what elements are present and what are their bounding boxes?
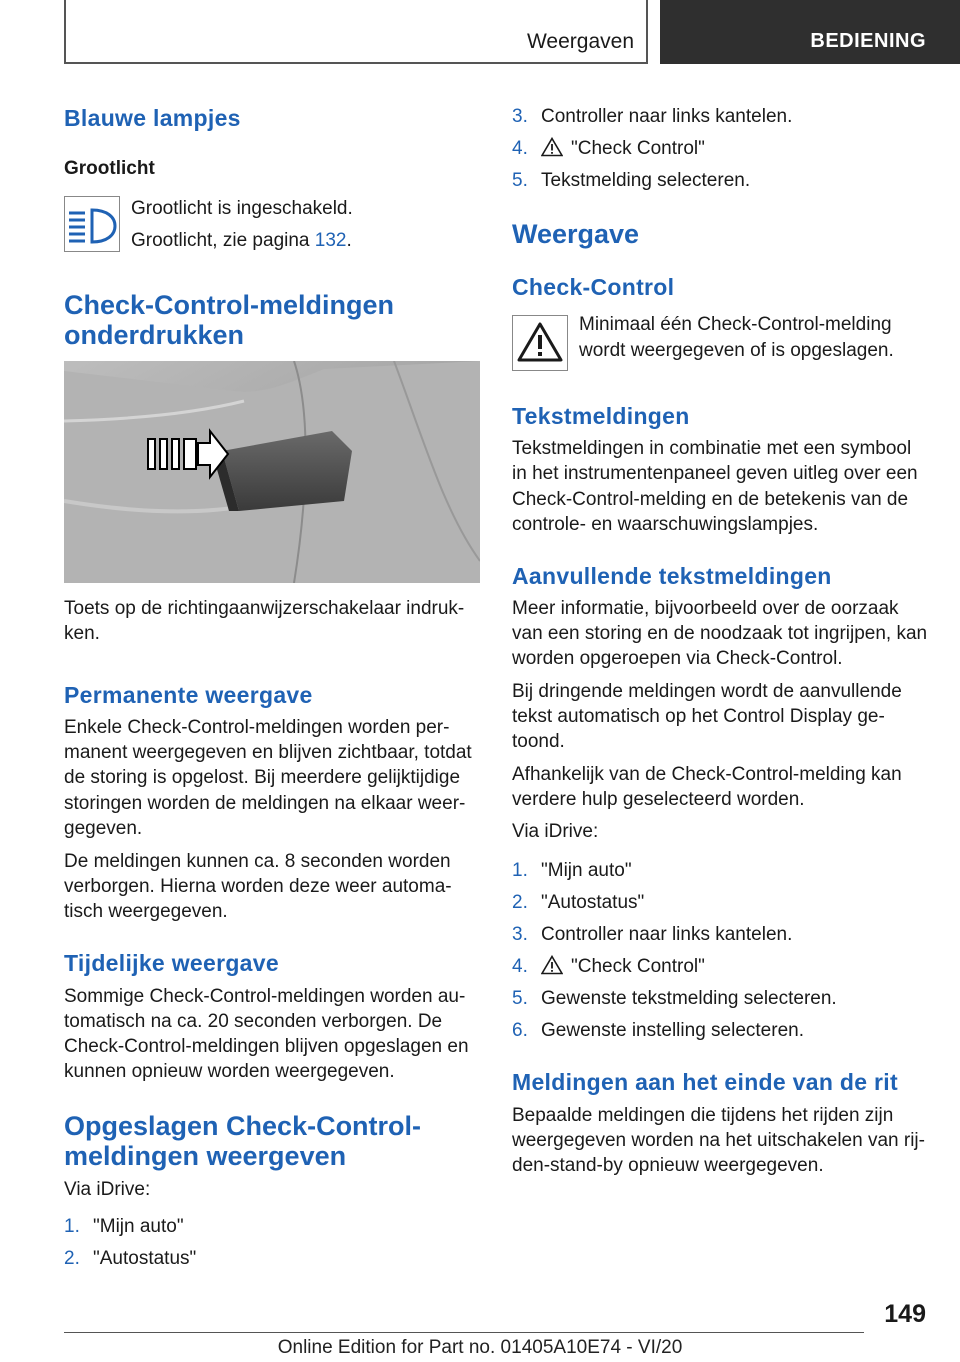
heading-grootlicht: Grootlicht: [64, 158, 155, 179]
via-idrive-left: Via iDrive:: [64, 1179, 151, 1200]
tijdelijk-line-2: tomatisch na ca. 20 seconden verborgen. De: [64, 1011, 443, 1032]
tijdelijk-line-1: Sommige Check-Control-meldingen worden au-: [64, 986, 466, 1007]
permanent2-line-1: De meldingen kunnen ca. 8 seconden worden: [64, 851, 451, 872]
warning-triangle-icon: [541, 955, 563, 975]
warning-triangle-icon: [541, 137, 563, 157]
heading-opgeslagen-2: meldingen weergeven: [64, 1141, 347, 1171]
chapter-tab: [660, 0, 960, 64]
einde-line-3: den-stand-by opnieuw weergegeven.: [512, 1155, 824, 1176]
heading-onderdrukken-1: Check-Control-meldingen: [64, 290, 395, 320]
heading-check-control: Check-Control: [512, 274, 675, 300]
aanv2-line-3: toond.: [512, 731, 565, 752]
heading-einde-rit: Meldingen aan het einde van de rit: [512, 1069, 898, 1095]
aanv-line-1: Meer informatie, bijvoorbeeld over de oorzaak: [512, 598, 899, 619]
permanent-line-3: de storing is opgelost. Bij meerdere gelijktijdige: [64, 767, 461, 788]
footer-edition: Online Edition for Part no. 01405A10E74 - VI/20: [277, 1337, 683, 1358]
tekst-line-2: in het instrumentenpaneel geven uitleg over een: [512, 463, 918, 484]
heading-opgeslagen-1: Opgeslagen Check-Control-: [64, 1111, 422, 1141]
tekst-line-3: Check-Control-melding en de betekenis van de: [512, 489, 909, 510]
tekst-line-4: controle- en waarschuwingslampjes.: [512, 514, 819, 535]
cc-text-2: wordt weergegeven of is opgeslagen.: [579, 340, 894, 361]
heading-onderdrukken-2: onderdrukken: [64, 320, 245, 350]
chapter-title: BEDIENING: [810, 30, 926, 52]
turn-signal-lever-illustration: [64, 361, 480, 583]
tijdelijk-line-3: Check-Control-meldingen blijven opgeslagen en: [64, 1036, 469, 1057]
einde-line-1: Bepaalde meldingen die tijdens het rijden zijn: [512, 1105, 894, 1126]
aanv3-line-1: Afhankelijk van de Check-Control-melding kan: [512, 764, 902, 785]
grootlicht-line-1: Grootlicht is ingeschakeld.: [131, 198, 353, 219]
page-number: 149: [884, 1300, 926, 1328]
permanent2-line-3: tisch weergegeven.: [64, 901, 228, 922]
aanv-line-2: van een storing en de noodzaak tot ingrijpen, kan: [512, 623, 928, 644]
aanv3-line-2: verdere hulp geselecteerd worden.: [512, 789, 805, 810]
via-idrive-right: Via iDrive:: [512, 821, 599, 842]
heading-blauwe-lampjes: Blauwe lampjes: [64, 105, 241, 131]
tekst-line-1: Tekstmeldingen in combinatie met een symbool: [512, 438, 912, 459]
permanent-line-2: manent weergegeven en blijven zichtbaar, totdat: [64, 742, 472, 763]
heading-tekstmeldingen: Tekstmeldingen: [512, 403, 690, 429]
aanv-line-3: worden opgeroepen via Check-Control.: [512, 648, 843, 669]
onderdrukken-text-2: ken.: [64, 623, 100, 644]
heading-tijdelijke-weergave: Tijdelijke weergave: [64, 950, 279, 976]
permanent-line-1: Enkele Check-Control-meldingen worden per-: [64, 717, 450, 738]
high-beam-icon: [64, 196, 120, 252]
heading-permanente-weergave: Permanente weergave: [64, 682, 313, 708]
onderdrukken-text-1: Toets op de richtingaanwijzerschakelaar indruk-: [64, 598, 465, 619]
permanent-line-5: gegeven.: [64, 818, 143, 839]
aanv2-line-2: tekst automatisch op het Control Display ge-: [512, 706, 885, 727]
section-title: Weergaven: [526, 30, 634, 53]
permanent-line-4: storingen worden de meldingen na elkaar weer-: [64, 793, 466, 814]
footer-divider: [64, 1332, 864, 1333]
heading-aanvullende: Aanvullende tekstmeldingen: [512, 563, 832, 589]
page-link[interactable]: 132: [314, 230, 347, 251]
permanent2-line-2: verborgen. Hierna worden deze weer automa-: [64, 876, 452, 897]
check-control-warning-icon: [512, 315, 568, 371]
aanv2-line-1: Bij dringende meldingen wordt de aanvullende: [512, 681, 902, 702]
header-frame: [64, 0, 648, 64]
tijdelijk-line-4: kunnen opnieuw worden weergegeven.: [64, 1061, 395, 1082]
einde-line-2: weergegeven worden na het uitschakelen van rij-: [512, 1130, 925, 1151]
grootlicht-line-2: Grootlicht, zie pagina 132.: [131, 230, 352, 251]
cc-text-1: Minimaal één Check-Control-melding: [579, 314, 892, 335]
heading-weergave: Weergave: [512, 219, 640, 249]
